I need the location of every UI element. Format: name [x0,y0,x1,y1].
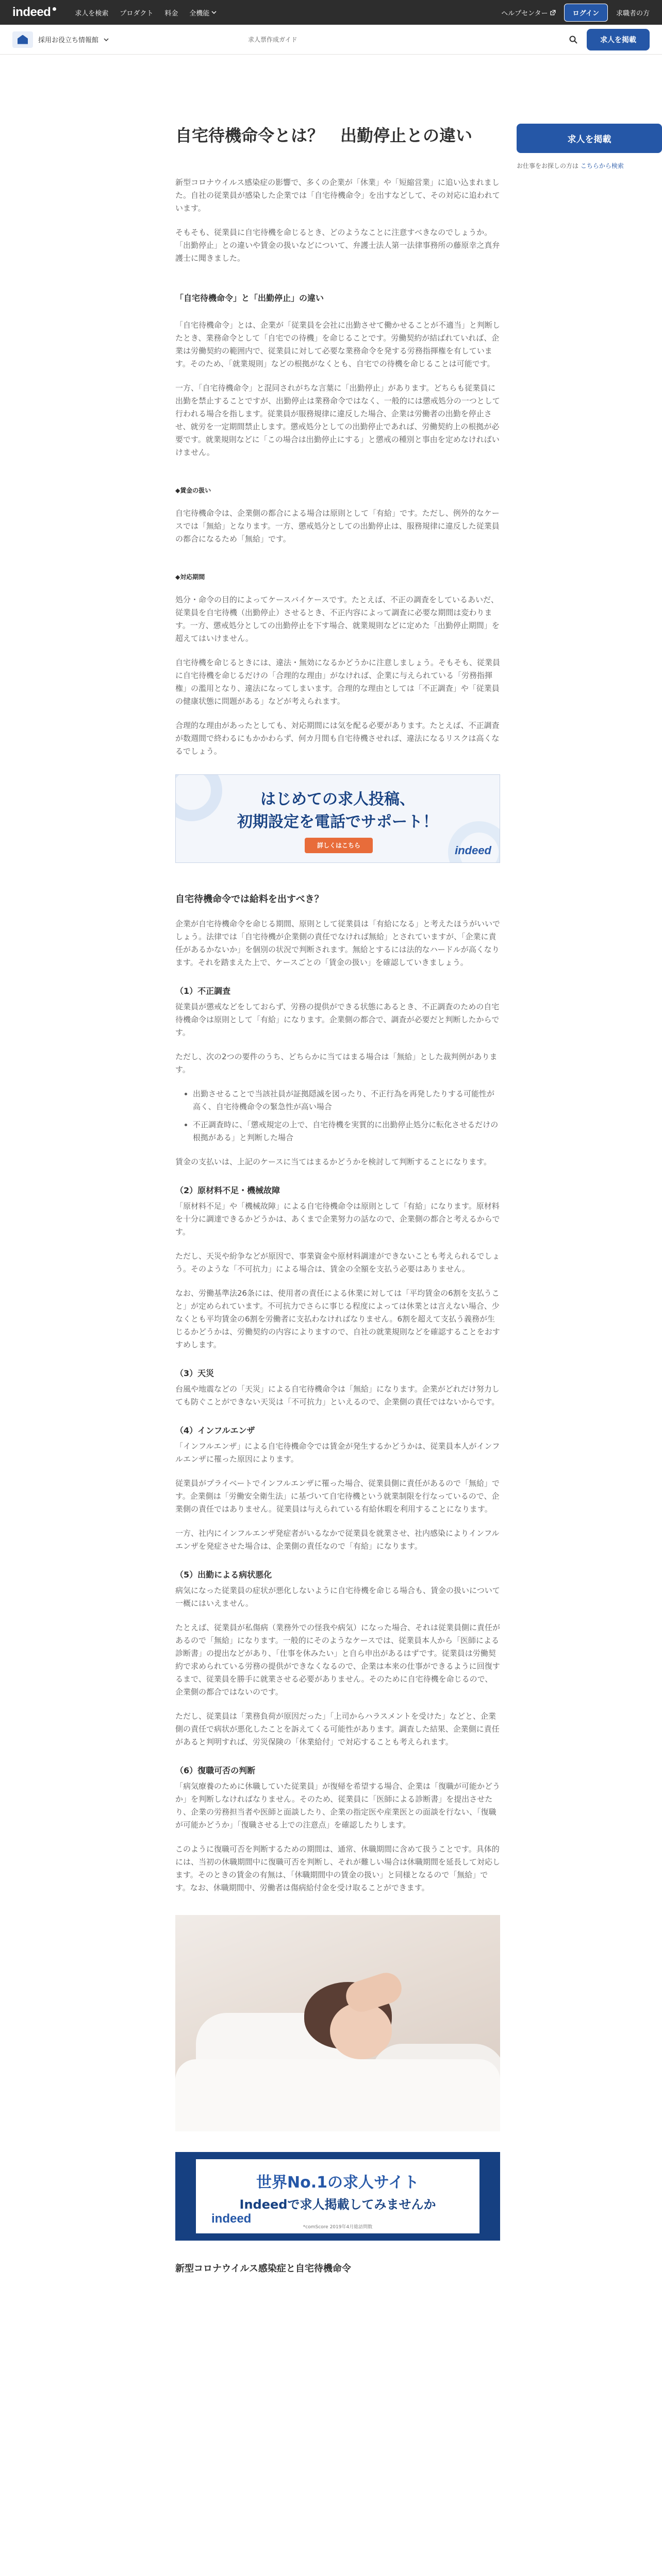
indeed-logo-text: indeed [12,5,51,19]
body-paragraph: 自宅待機を命じるときには、違法・無効になるかどうかに注意しましょう。そもそも、従業員に自宅待機を命じるだけの「合理的な理由」がなければ、企業に与えられている「労務指揮権」の濫用となり、違法になってしまいます。合理的な理由としては「不正調査」や「従業員の健康状態に問題がある」などが考えられます。 [175,658,501,706]
article [175,124,500,2275]
nav-link-products[interactable] [120,8,153,18]
banner-headline: はじめての求人投稿、 [260,790,415,808]
post-job-button-sidebar[interactable]: 求人を掲載 [517,124,662,153]
case-heading: （6）復職可否の判断 [175,1766,256,1775]
sub-header [0,25,662,55]
body-paragraph: ただし、天災や紛争などが原因で、事業資金や原材料調達ができないことも考えられるでしょう。そのような「不可抗力」による場合は、賃金の全額を支払う必要はありません。 [175,1251,500,1274]
nav-link-label: 求人を検索 [75,9,109,18]
nav-right [501,4,650,22]
nav-link-search-jobs[interactable] [75,8,108,18]
top-navigation [0,0,662,25]
external-link-icon [550,10,556,15]
body-paragraph: 「原材料不足」や「機械故障」による自宅待機命令は原則として「有給」になります。原材料を十分に調達できるかどうかは、あくまで企業努力の話なので、企業側の都合と考えるからです。 [175,1201,500,1236]
job-seeker-link[interactable]: 求職者の方 [616,9,650,18]
sick-person-photo [175,1915,500,2131]
body-paragraph: 従業員がプライベートでインフルエンザに罹った場合、従業員側に責任があるので「無給」です。企業側は「労働安全衛生法」に基づいて自宅待機という就業制限を行なっているので、企業側の責任ではありません。従業員は与えられている有給休暇を利用することになります。 [175,1479,500,1514]
indeed-logo[interactable] [12,5,56,20]
body-paragraph: 自宅待機命令は、企業側の都合による場合は原則として「有給」です。ただし、例外的なケースでは「無給」となります。一方、懲戒処分としての出勤停止は、服務規律に違反した従業員の都合になるため「無給」です。 [175,509,500,544]
body-paragraph: 台風や地震などの「天災」による自宅待機命令は「無給」になります。企業がどれだけ努力しても防ぐことができない天災は「不可抗力」といえるので、企業側の責任ではないからです。 [175,1384,500,1406]
site-brand-label: 採用お役立ち情報館 [38,37,99,44]
indeed-logo: indeed [455,844,491,857]
sidebar [517,124,662,170]
banner-footnote: *comScore 2019年4月総訪問数 [303,2225,373,2230]
job-search-link[interactable]: こちらから検索 [580,162,624,170]
case-heading: （4）インフルエンザ [175,1426,255,1435]
case-heading: （1）不正調査 [175,986,231,996]
subsection-heading: ◆対応期間 [175,573,205,581]
body-paragraph: なお、労働基準法26条には、使用者の責任による休業に対しては「平均賃金の6割を支払うこと」が定められています。不可抗力でさらに事じる程度によっては休業とは言えない場合、少なくとも平均賃金の6割を労働者に支払わなければなりません。6割を超えて支払う義務が生じるかどうかは、労働契約の内容によりますので、自社の就業規則などを確認することをおすすめします。 [175,1289,500,1349]
body-paragraph: このように復職可否を判断するための期間は、通常、休職期間に含めて扱うことです。具体的には、当初の休職期間中に復職可否を判断し、それが難しい場合は休職期間を延長して対応します。そのときの賃金の有無は、「休職期間中の賃金の扱い」と同様となるので「無給」です。なお、休職期間中、労働者は傷病給付金を受け取ることができます。 [175,1844,501,1892]
banner-subheadline: 初期設定を電話でサポート！ [237,813,438,831]
nav-link-label: プロダクト [120,9,154,18]
site-brand[interactable] [12,31,109,48]
indeed-logo: indeed [211,2212,252,2226]
body-paragraph: 一方、「自宅待機命令」と混同されがちな言葉に「出勤停止」があります。どちらも従業員に出勤を禁止することですが、出勤停止は業務命令ではなく、一般的には懲戒処分の一つとして行われる場合を指します。従業員が服務規律に違反した場合、企業は労働者の出勤を停止させ、就労を一定期間禁止します。懲戒処分としての出勤停止であれば、労働契約上の根拠が必要です。就業規則などに「この場合は出勤停止にする」と懲戒の種別と事由を定めなければいけません。 [175,383,500,457]
body-paragraph: 「インフルエンザ」による自宅待機命令では賃金が発生するかどうかは、従業員本人がインフルエンザに罹った原因によります。 [175,1442,500,1464]
case-heading: （2）原材料不足・機械故障 [175,1185,280,1195]
nav-link-label: 料金 [164,9,178,18]
body-paragraph: 「病気療養のために休職していた従業員」が復帰を希望する場合、企業は「復職が可能かどうか」を判断しなければなりません。そのため、従業員に「医師による診断書」を提出させたり、企業の労務担当者や医師と面談したり、企業の指定医や産業医との面談を行ない、「復職が可能かどうか」「復職させる上での注意点」を確認したりします。 [175,1782,501,1829]
category-link[interactable]: 求人票作成ガイド [248,36,297,43]
phone-support-banner[interactable] [175,774,500,863]
nav-link-pricing[interactable] [164,8,178,18]
nav-links [75,8,217,18]
section-heading: 「自宅待機命令」と「出勤停止」の違い [175,293,324,303]
intro-paragraph: そもそも、従業員に自宅待機を命じるとき、どのようなことに注意すべきなのでしょうか。「出勤停止」との違いや賃金の扱いなどについて、弁護士法人第一法律事務所の藤原幸之真弁護士に聞きました。 [175,228,500,263]
house-icon [12,31,33,48]
body-paragraph: 「自宅待機命令」とは、企業が「従業員を会社に出勤させて働かせることが不適当」と判断したとき、業務命令として「自宅での待機」を命じることです。労働契約が結ばれていれば、企業は労働契約の範囲内で、従業員に対して必要な業務命令を発する労務指揮権を有しています。そのため、「就業規則」などの根拠がなくとも、自宅での待機を命じることは可能です。 [175,320,501,368]
body-paragraph: ただし、次の2つの要件のうち、どちらかに当てはまる場合は「無給」とした裁判例があります。 [175,1052,498,1074]
help-center-label: ヘルプセンター [501,9,548,18]
banner-details-button[interactable]: 詳しくはこちら [305,838,373,853]
body-paragraph: 賃金の支払いは、上記のケースに当てはまるかどうかを検討して判断することになります。 [175,1157,492,1166]
banner-subheadline: Indeedで求人掲載してみませんか [239,2197,436,2212]
body-paragraph: ただし、従業員は「業務負荷が原因だった」「上司からハラスメントを受けた」などと、企業側の責任で病状が悪化したことを訴えてくる可能性があります。調査した結果、企業側に責任があると判明すれば、労災保険の「休業給付」で対応することも考えられます。 [175,1711,500,1747]
post-job-ad-banner[interactable] [175,2152,500,2241]
subsection-heading: ◆賃金の扱い [175,487,211,494]
nav-link-label: 全機能 [189,9,210,18]
section-heading: 新型コロナウイルス感染症と自宅待機命令 [175,2263,351,2274]
inquiry-text: お仕事をお探しの方は [517,162,579,170]
body-paragraph: 合理的な理由があったとしても、対応期間には気を配る必要があります。たとえば、不正調査が数週間で終わるにもかかわらず、何カ月間も自宅待機させれば、違法になるリスクは高くなるでしょう。 [175,721,500,756]
case-heading: （3）天災 [175,1368,214,1378]
job-seeker-inquiry [517,161,662,170]
body-paragraph: 処分・命令の目的によってケースバイケースです。たとえば、不正の調査をしているあいだ、従業員を自宅待機（出勤停止）させるとき、不正内容によって調査に必要な期間は変わります。一方、懲戒処分としての出勤停止を下す場合、就業規則などに定めた「出勤停止期間」を超えてはいけません。 [175,595,500,643]
chevron-down-icon [211,10,217,15]
chevron-down-icon [104,37,109,42]
help-center-link[interactable] [501,8,555,18]
photo-blanket [175,2059,500,2131]
banner-headline: 世界No.1の求人サイト [256,2174,419,2192]
article-title: 自宅待機命令とは？ 出勤停止との違い [175,126,473,145]
intro-paragraph: 新型コロナウイルス感染症の影響で、多くの企業が「休業」や「短縮営業」に追い込まれました。自社の従業員が感染した企業では「自宅待機命令」を出すなどして、その対応に追われています。 [175,178,500,213]
login-button[interactable]: ログイン [564,4,608,22]
sub-header-right [569,29,650,50]
bullet-list [175,1088,500,1144]
post-job-button-header[interactable]: 求人を掲載 [587,29,650,50]
section-heading: 自宅待機命令では給料を出すべき？ [175,894,324,905]
body-paragraph: たとえば、従業員が私傷病（業務外での怪我や病気）になった場合、それは従業員側に責任があるので「無給」になります。一般的にそのようなケースでは、従業員本人から「医師による診断書」の提出などがあり、「仕事を休みたい」と自ら申出があるはずです。従業員は労働契約で求められている労務の提供ができなくなるので、企業は本来の仕事ができるように回復するまで、従業員を勝手に就業させる必要がありません。そのために自宅待機を命じるので、企業側の都合ではないのです。 [175,1623,501,1697]
case-heading: （5）出勤による病状悪化 [175,1570,272,1580]
list-item: • 不正調査時に、「懲戒規定の上で、自宅待機を実質的に出勤停止処分に転化させるだけの根拠がある」と判断した場合 [193,1118,500,1144]
body-paragraph: 従業員が懲戒などをしておらず、労務の提供ができる状態にあるとき、不正調査のための自宅待機命令は原則として「有給」になります。企業側の都合で、調査が必要だと判断したからです。 [175,1002,500,1037]
body-paragraph: 一方、社内にインフルエンザ発症者がいるなかで従業員を就業させ、社内感染によりインフルエンザを発症させた場合は、企業側の責任なので「有給」になります。 [175,1529,500,1551]
body-paragraph: 企業が自宅待機命令を命じる期間、原則として従業員は「有給になる」と考えたほうがいいでしょう。法律では「自宅待機が企業側の責任でなければ無給」とされていますが、「企業に責任があるかないか」を個別の状況で判断されます。無給とするには法的なハードルが高くなります。それを踏まえた上で、ケースごとの「賃金の扱い」を確認していきましょう。 [175,919,501,967]
search-icon[interactable] [569,36,577,44]
list-item: • 出勤させることで当該社員が証拠隠滅を図ったり、不正行為を再発したりする可能性が高く、自宅待機命令の緊急性が高い場合 [193,1088,500,1113]
body-paragraph: 病気になった従業員の症状が悪化しないように自宅待機を命じる場合も、賃金の扱いについて一概にはいえません。 [175,1586,500,1608]
banner-inner [196,2159,479,2233]
logo-dot-icon [53,7,56,11]
nav-link-all-features[interactable] [189,8,217,18]
